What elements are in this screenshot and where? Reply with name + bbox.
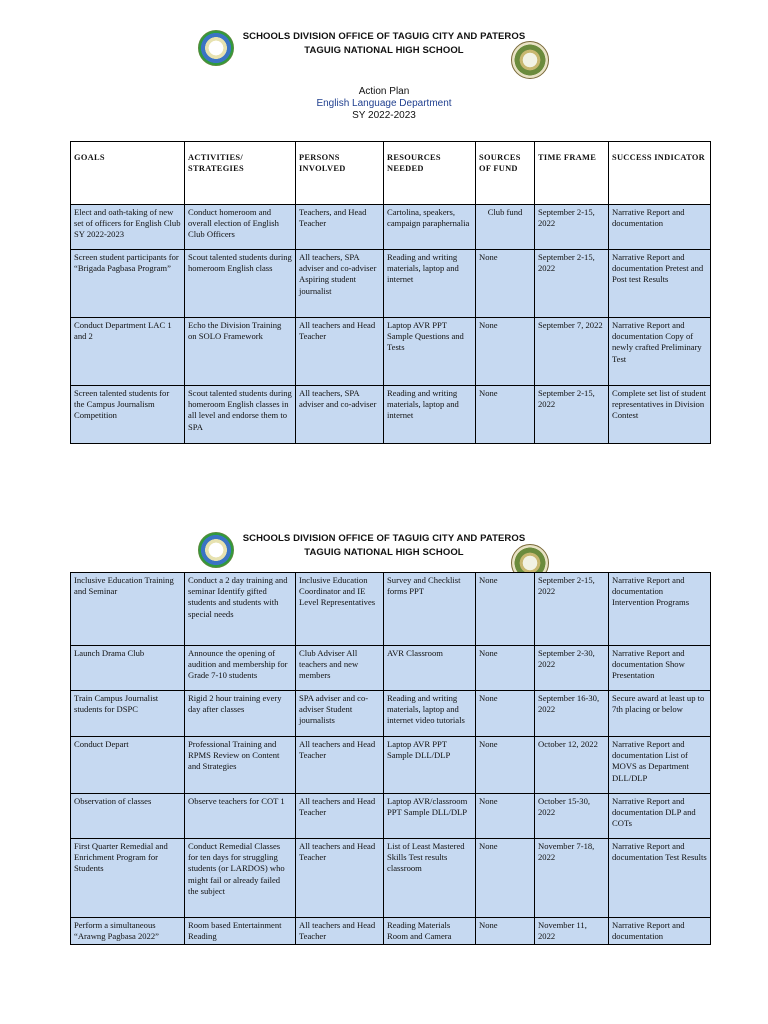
table-cell: September 16-30, 2022 [535, 691, 609, 737]
table-cell: September 2-30, 2022 [535, 646, 609, 691]
table-cell: List of Least Mastered Skills Test results classroom [384, 839, 476, 918]
table-cell: Inclusive Education Training and Seminar [71, 573, 185, 646]
header-timeframe: TIME FRAME [535, 142, 609, 205]
document-title: Action Plan [358, 86, 410, 97]
header-goals: GOALS [71, 142, 185, 205]
document-page-1 [0, 0, 768, 490]
table-row [71, 386, 711, 444]
header-school-name: TAGUIG NATIONAL HIGH SCHOOL [304, 45, 464, 56]
table-cell: SPA adviser and co-adviser Student journalists [296, 691, 384, 737]
table-cell: Room based Entertainment Reading [185, 918, 296, 945]
header-division-name: SCHOOLS DIVISION OFFICE OF TAGUIG CITY AND PATEROS [242, 533, 526, 544]
department-name: English Language Department [316, 98, 452, 109]
table-cell: Observe teachers for COT 1 [185, 794, 296, 839]
table-cell: All teachers, SPA adviser and co-adviser [296, 386, 384, 444]
table-cell: Reading and writing materials, laptop and internet [384, 250, 476, 318]
table-cell: Narrative Report and documentation [609, 205, 711, 250]
table-cell: Echo the Division Training on SOLO Framework [185, 318, 296, 386]
table-cell: Narrative Report and documentation List of MOVS as Department DLL/DLP [609, 737, 711, 794]
table-cell: Narrative Report and documentation [609, 918, 711, 945]
table-cell: Announce the opening of audition and membership for Grade 7-10 students [185, 646, 296, 691]
table-cell: Rigid 2 hour training every day after classes [185, 691, 296, 737]
table-cell: Narrative Report and documentation Test Results [609, 839, 711, 918]
table-cell: None [476, 573, 535, 646]
table-cell: September 2-15, 2022 [535, 250, 609, 318]
table-row [71, 918, 711, 945]
table-cell: Observation of classes [71, 794, 185, 839]
table-cell: Conduct Remedial Classes for ten days for struggling students (or LARDOS) who might fail or already failed the subject [185, 839, 296, 918]
table-cell: None [476, 250, 535, 318]
table-cell: Conduct Depart [71, 737, 185, 794]
table-cell: Perform a simultaneous “Arawng Pagbasa 2022” [71, 918, 185, 945]
table-cell: None [476, 386, 535, 444]
school-year: SY 2022-2023 [352, 110, 416, 121]
table-cell: November 11, 2022 [535, 918, 609, 945]
header-school-name: TAGUIG NATIONAL HIGH SCHOOL [304, 547, 464, 558]
header-division-name: SCHOOLS DIVISION OFFICE OF TAGUIG CITY AND PATEROS [242, 31, 526, 42]
table-row [71, 573, 711, 646]
table-cell: September 2-15, 2022 [535, 205, 609, 250]
table-cell: September 2-15, 2022 [535, 573, 609, 646]
table-row [71, 839, 711, 918]
table-cell: Narrative Report and documentation Copy of newly crafted Preliminary Test [609, 318, 711, 386]
table-cell: All teachers and Head Teacher [296, 918, 384, 945]
table-cell: Laptop AVR PPT Sample DLL/DLP [384, 737, 476, 794]
action-plan-table-page-2 [70, 572, 711, 945]
table-cell: Scout talented students during homeroom English classes in all level and endorse them to SPA [185, 386, 296, 444]
table-cell: AVR Classroom [384, 646, 476, 691]
table-cell: Inclusive Education Coordinator and IE Level Representatives [296, 573, 384, 646]
table-cell: All teachers, SPA adviser and co-adviser Aspiring student journalist [296, 250, 384, 318]
table-cell: November 7-18, 2022 [535, 839, 609, 918]
table-row [71, 691, 711, 737]
table-row [71, 794, 711, 839]
table-cell: Screen student participants for “Brigada Pagbasa Program” [71, 250, 185, 318]
action-plan-table-page-1 [70, 141, 711, 444]
table-cell: None [476, 839, 535, 918]
table-cell: October 12, 2022 [535, 737, 609, 794]
table-cell: Secure award at least up to 7th placing or below [609, 691, 711, 737]
table-cell: All teachers and Head Teacher [296, 839, 384, 918]
table-cell: Reading and writing materials, laptop and internet video tutorials [384, 691, 476, 737]
table-cell: Launch Drama Club [71, 646, 185, 691]
table-cell: Cartolina, speakers, campaign paraphernalia [384, 205, 476, 250]
table-cell: All teachers and Head Teacher [296, 737, 384, 794]
table-cell: Laptop AVR/classroom PPT Sample DLL/DLP [384, 794, 476, 839]
table-cell: Narrative Report and documentation Intervention Programs [609, 573, 711, 646]
table-cell: None [476, 691, 535, 737]
table-cell: Survey and Checklist forms PPT [384, 573, 476, 646]
table-cell: October 15-30, 2022 [535, 794, 609, 839]
header-resources: RESOURCES NEEDED [384, 142, 476, 205]
table-row [71, 205, 711, 250]
table-cell: None [476, 646, 535, 691]
table-cell: Complete set list of student representatives in Division Contest [609, 386, 711, 444]
table-cell: Elect and oath-taking of new set of officers for English Club SY 2022-2023 [71, 205, 185, 250]
table-cell: Narrative Report and documentation Show Presentation [609, 646, 711, 691]
table-row [71, 318, 711, 386]
document-page-2 [0, 500, 768, 1024]
table-row [71, 737, 711, 794]
header-indicator: SUCCESS INDICATOR [609, 142, 711, 205]
table-cell: None [476, 794, 535, 839]
table-cell: September 7, 2022 [535, 318, 609, 386]
table-cell: Screen talented students for the Campus Journalism Competition [71, 386, 185, 444]
table-cell: All teachers and Head Teacher [296, 794, 384, 839]
header-persons: PERSONS INVOLVED [296, 142, 384, 205]
table-cell: None [476, 918, 535, 945]
table-cell: First Quarter Remedial and Enrichment Program for Students [71, 839, 185, 918]
table-cell: Narrative Report and documentation DLP and COTs [609, 794, 711, 839]
table-cell: None [476, 737, 535, 794]
header-sources: SOURCES OF FUND [476, 142, 535, 205]
table-cell: Narrative Report and documentation Pretest and Post test Results [609, 250, 711, 318]
table-cell: Club fund [476, 205, 535, 250]
table-row [71, 250, 711, 318]
table-cell: Professional Training and RPMS Review on Content and Strategies [185, 737, 296, 794]
table-cell: Scout talented students during homeroom English class [185, 250, 296, 318]
table-cell: Conduct a 2 day training and seminar Identify gifted students and students with special needs [185, 573, 296, 646]
table-cell: Conduct Department LAC 1 and 2 [71, 318, 185, 386]
table-cell: None [476, 318, 535, 386]
table-cell: Club Adviser All teachers and new members [296, 646, 384, 691]
table-cell: Laptop AVR PPT Sample Questions and Tests [384, 318, 476, 386]
table-cell: Reading and writing materials, laptop and internet [384, 386, 476, 444]
table-cell: All teachers and Head Teacher [296, 318, 384, 386]
table-cell: Conduct homeroom and overall election of English Club Officers [185, 205, 296, 250]
header-activities: ACTIVITIES/ STRATEGIES [185, 142, 296, 205]
table-cell: Train Campus Journalist students for DSPC [71, 691, 185, 737]
table-cell: Teachers, and Head Teacher [296, 205, 384, 250]
table-cell: Reading Materials Room and Camera [384, 918, 476, 945]
table-cell: September 2-15, 2022 [535, 386, 609, 444]
table-row [71, 646, 711, 691]
table-header-row [71, 142, 711, 205]
